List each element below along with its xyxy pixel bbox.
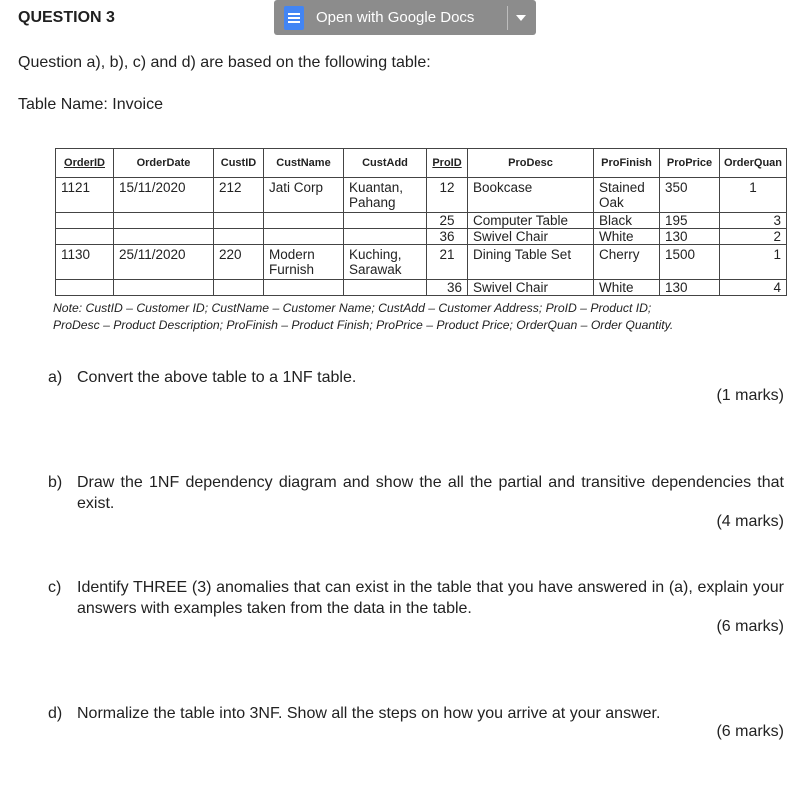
table-row	[56, 245, 787, 280]
table-cell: 195	[660, 213, 720, 229]
column-header: OrderQuan	[720, 149, 787, 178]
question-label: a)	[48, 369, 63, 386]
table-cell: White	[594, 280, 660, 296]
table-cell: 220	[214, 245, 264, 280]
table-row	[56, 229, 787, 245]
table-cell: 36	[427, 280, 468, 296]
column-header: ProDesc	[468, 149, 594, 178]
column-header: ProFinish	[594, 149, 660, 178]
table-cell	[114, 213, 214, 229]
column-header: ProID	[427, 149, 468, 178]
google-docs-icon	[284, 6, 304, 30]
table-cell: 1500	[660, 245, 720, 280]
question-b	[48, 472, 784, 514]
question-text: Normalize the table into 3NF. Show all the steps on how you arrive at your answer.	[77, 705, 661, 722]
question-text: Convert the above table to a 1NF table.	[77, 369, 357, 386]
note-line: ProDesc – Product Description; ProFinish – Product Finish; ProPrice – Product Price; OrderQuan – Order Quantity.	[53, 318, 674, 332]
table-cell: Dining Table Set	[468, 245, 594, 280]
invoice-table	[55, 148, 787, 296]
column-header: CustAdd	[344, 149, 427, 178]
chevron-down-icon[interactable]	[516, 15, 526, 21]
table-cell	[56, 213, 114, 229]
column-header: CustID	[214, 149, 264, 178]
table-cell: 130	[660, 229, 720, 245]
question-a	[48, 367, 784, 388]
button-divider	[507, 6, 508, 30]
table-cell: Cherry	[594, 245, 660, 280]
marks-d: (6 marks)	[716, 723, 784, 740]
question-text: Draw the 1NF dependency diagram and show the all the partial and transitive dependencies that exist.	[77, 474, 784, 512]
table-cell	[214, 229, 264, 245]
table-cell: 25/11/2020	[114, 245, 214, 280]
table-cell: 36	[427, 229, 468, 245]
table-row	[56, 178, 787, 213]
table-cell	[344, 229, 427, 245]
table-cell: Kuching, Sarawak	[344, 245, 427, 280]
table-cell: Swivel Chair	[468, 280, 594, 296]
table-cell: Stained Oak	[594, 178, 660, 213]
open-with-google-docs-button[interactable]	[274, 0, 536, 35]
table-cell: 2	[720, 229, 787, 245]
marks-c: (6 marks)	[716, 618, 784, 635]
column-header: OrderDate	[114, 149, 214, 178]
table-cell	[214, 213, 264, 229]
table-cell	[264, 213, 344, 229]
table-cell: 350	[660, 178, 720, 213]
question-label: b)	[48, 474, 63, 491]
note-line: Note: CustID – Customer ID; CustName – Customer Name; CustAdd – Customer Address; ProID – Product ID;	[53, 301, 652, 315]
table-cell	[264, 229, 344, 245]
table-name: Table Name: Invoice	[18, 96, 163, 113]
table-cell: 3	[720, 213, 787, 229]
table-cell	[56, 229, 114, 245]
table-row	[56, 280, 787, 296]
table-cell: 12	[427, 178, 468, 213]
table-cell	[56, 280, 114, 296]
table-cell: 1121	[56, 178, 114, 213]
column-header: CustName	[264, 149, 344, 178]
marks-a: (1 marks)	[716, 387, 784, 404]
question-text: Identify THREE (3) anomalies that can exist in the table that you have answered in (a), explain your answers with examples taken from the data in the table.	[77, 579, 784, 617]
table-cell: 21	[427, 245, 468, 280]
question-label: c)	[48, 579, 62, 596]
table-cell: 1	[720, 245, 787, 280]
table-cell: Jati Corp	[264, 178, 344, 213]
table-cell	[114, 280, 214, 296]
table-cell	[344, 213, 427, 229]
column-header: ProPrice	[660, 149, 720, 178]
table-cell	[114, 229, 214, 245]
table-cell: Black	[594, 213, 660, 229]
table-cell: Computer Table	[468, 213, 594, 229]
table-cell	[264, 280, 344, 296]
table-cell: 4	[720, 280, 787, 296]
table-cell: 1130	[56, 245, 114, 280]
table-cell	[214, 280, 264, 296]
intro-line: Question a), b), c) and d) are based on the following table:	[18, 54, 431, 71]
table-cell: Kuantan, Pahang	[344, 178, 427, 213]
table-row	[56, 213, 787, 229]
column-header: OrderID	[56, 149, 114, 178]
question-label: d)	[48, 705, 63, 722]
question-c	[48, 577, 784, 619]
table-cell: Swivel Chair	[468, 229, 594, 245]
table-cell: Bookcase	[468, 178, 594, 213]
table-cell: Modern Furnish	[264, 245, 344, 280]
table-header-row	[56, 149, 787, 178]
table-cell: 15/11/2020	[114, 178, 214, 213]
table-cell: White	[594, 229, 660, 245]
table-cell: 25	[427, 213, 468, 229]
question-title: QUESTION 3	[18, 9, 115, 26]
table-cell: 1	[720, 178, 787, 213]
marks-b: (4 marks)	[716, 513, 784, 530]
table-cell	[344, 280, 427, 296]
table-cell: 130	[660, 280, 720, 296]
open-with-label: Open with Google Docs	[316, 9, 475, 26]
question-d	[48, 703, 784, 724]
table-cell: 212	[214, 178, 264, 213]
table-note	[53, 300, 793, 334]
